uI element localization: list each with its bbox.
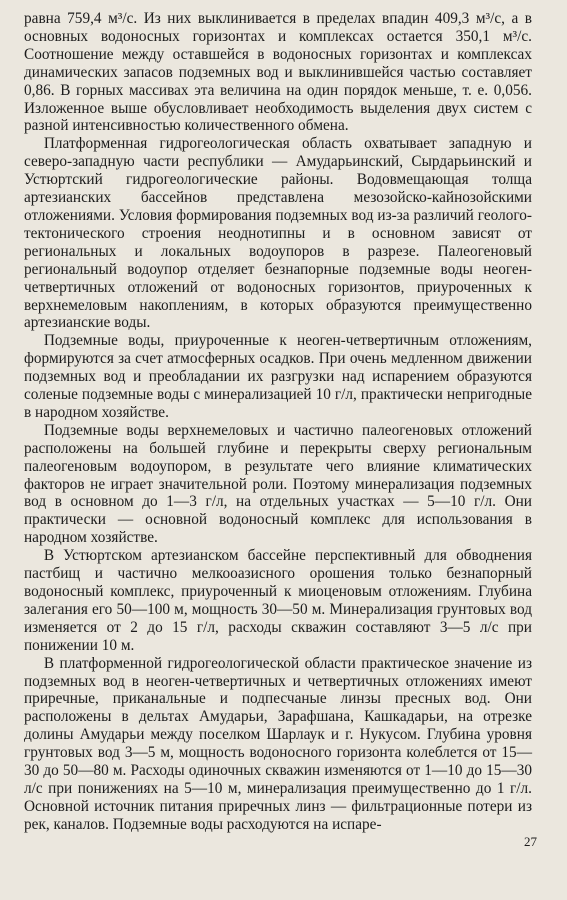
paragraph-3: Подземные воды, приуроченные к неоген-четвертичным отложениям, формируются за счет атмосферных осадков. При очень медленном движении подземных вод и преобладании их разгрузки над испарением образуются соленые подземные воды с минерализацией 10 г/л, практически непригодные в народном хозяйстве.: [24, 332, 532, 421]
paragraph-2: Платформенная гидрогеологическая область охватывает западную и северо-западную части республики — Амударьинский, Сырдарьинский и Устюртский гидрогеологические районы. Водовмещающая толща артезианских бассейнов представлена мезозойско-кайнозойскими отложениями. Условия формирования подземных вод из-за различий геолого-тектонического строения неоднотипны и в основном зависят от региональных и локальных водоупоров в разрезе. Палеогеновый региональный водоупор отделяет безнапорные подземные воды неоген-четвертичных отложений от водоносных горизонтов, приуроченных к верхнемеловым накоплениям, в которых образуются преимущественно артезианские воды.: [24, 135, 532, 332]
paragraph-1: равна 759,4 м³/с. Из них выклинивается в пределах впадин 409,3 м³/с, а в основных водоносных горизонтах и комплексах остается 350,1 м³/с. Соотношение между оставшейся в водоносных горизонтах и комплексах динамических запасов подземных вод и выклинившейся частью составляет 0,86. В горных массивах эта величина на один порядок меньше, т. е. 0,056. Изложенное выше обусловливает необходимость выделения двух систем с разной интенсивностью количественного обмена.: [24, 10, 532, 135]
paragraph-5: В Устюртском артезианском бассейне перспективный для обводнения пастбищ и частично мелкооазисного орошения только безнапорный водоносный комплекс, приуроченный к миоценовым отложениям. Глубина залегания его 50—100 м, мощность 30—50 м. Минерализация грунтовых вод изменяется от 2 до 15 г/л, расходы скважин составляют 3—5 л/с при понижении 10 м.: [24, 547, 532, 654]
paragraph-4: Подземные воды верхнемеловых и частично палеогеновых отложений расположены на большей глубине и перекрыты сверху региональным палеогеновым водоупором, в результате чего влияние климатических факторов не играет значительной роли. Поэтому минерализация подземных вод в основном до 1—3 г/л, на отдельных участках — 5—10 г/л. Они практически — основной водоносный комплекс для использования в народном хозяйстве.: [24, 421, 532, 547]
body-text: [24, 10, 532, 834]
paragraph-6: В платформенной гидрогеологической области практическое значение из подземных вод в неоген-четвертичных и четвертичных отложениях имеют приречные, приканальные и подпесчаные линзы пресных вод. Они расположены в дельтах Амударьи, Зарафшана, Кашкадарьи, на отрезке долины Амударьи между поселком Шарлаук и г. Нукусом. Глубина уровня грунтовых вод 3—5 м, мощность водоносного горизонта колеблется от 15—30 до 50—80 м. Расходы одиночных скважин изменяются от 1—10 до 15—30 л/с при понижениях на 5—10 м, минерализация преимущественно до 1 г/л. Основной источник питания приречных линз — фильтрационные потери из рек, каналов. Подземные воды расходуются на испаре-: [24, 654, 532, 833]
page-number: 27: [524, 834, 537, 849]
